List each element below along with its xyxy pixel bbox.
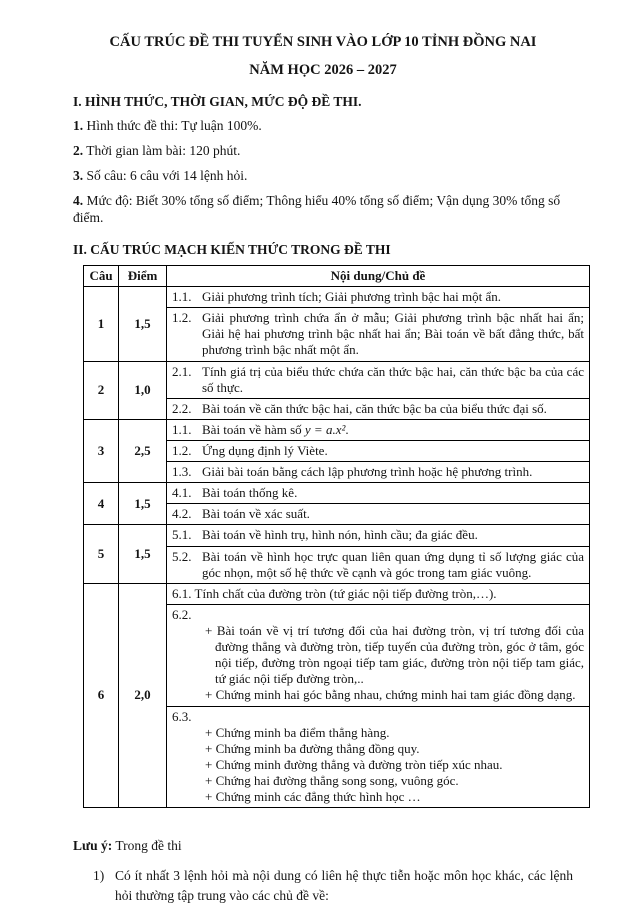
notes-label: Lưu ý: — [73, 838, 113, 854]
subrow-number: 1.2. — [172, 310, 192, 326]
page-title: CẤU TRÚC ĐỀ THI TUYỂN SINH VÀO LỚP 10 TỈNH ĐỒNG NAI — [109, 34, 537, 50]
section2-heading: II. CẤU TRÚC MẠCH KIẾN THỨC TRONG ĐỀ THI — [73, 241, 391, 257]
subrow-number: 5.1. — [172, 527, 192, 543]
content-6-3 — [167, 706, 590, 808]
diem-5: 1,5 — [119, 525, 167, 583]
plus-item: + Chứng minh các đẳng thức hình học … — [205, 789, 421, 805]
cau-2: 2 — [84, 361, 119, 419]
header-cau: Câu — [84, 266, 119, 287]
item-number: 1. — [73, 118, 84, 134]
item-text: Thời gian làm bài: 120 phút. — [83, 143, 241, 159]
subrow-text: Bài toán về hình học trực quan liên quan ứng dụng tỉ số lượng giác của góc nhọn, một số hệ thức về cạnh và góc trong tam giác vuông. — [202, 548, 584, 580]
table-row — [84, 583, 590, 604]
plus-item: + Chứng minh hai góc bằng nhau, chứng minh hai tam giác đồng dạng. — [205, 687, 576, 703]
subrow-number: 4.2. — [172, 506, 192, 522]
notes-intro: Trong đề thi — [112, 838, 182, 854]
cau-3: 3 — [84, 419, 119, 482]
subrow-text: Giải phương trình tích; Giải phương trình bậc hai một ẩn. — [202, 289, 501, 305]
header-noidung: Nội dung/Chủ đề — [167, 266, 590, 287]
cau-4: 4 — [84, 483, 119, 525]
content-2-1 — [167, 361, 590, 398]
subrow-number: 5.2. — [172, 548, 192, 564]
item-number: 2. — [73, 143, 84, 159]
subrow-text: Giải bài toán bằng cách lập phương trình hoặc hệ phương trình. — [202, 464, 533, 480]
subrow-number: 1.2. — [172, 442, 192, 458]
subrow-number: 6.3. — [172, 708, 192, 724]
item-text: Mức độ: Biết 30% tổng số điểm; Thông hiểu 40% tổng số điểm; Vận dụng 30% tổng số điểm. — [73, 193, 561, 225]
section1-heading: I. HÌNH THỨC, THỜI GIAN, MỨC ĐỘ ĐỀ THI. — [73, 94, 362, 110]
subrow-text: Bài toán về hàm số — [202, 421, 302, 437]
content-1-2 — [167, 308, 590, 361]
plus-item: + Chứng minh ba đường thẳng đồng quy. — [205, 740, 420, 756]
table-row — [84, 419, 590, 440]
table-row — [84, 525, 590, 546]
subrow-number: 1.3. — [172, 464, 192, 480]
subrow-number: 2.1. — [172, 363, 192, 379]
plus-item: + Chứng minh ba điểm thẳng hàng. — [205, 724, 390, 740]
subrow-text: Bài toán thống kê. — [202, 485, 298, 501]
subrow-text: Tính chất của đường tròn (tứ giác nội tiếp đường tròn,…). — [194, 585, 497, 601]
math-formula: y = a.x² — [304, 421, 346, 437]
content-5-2 — [167, 546, 590, 583]
section1-item-2 — [73, 143, 573, 160]
plus-item: + Chứng hai đường thẳng song song, vuông góc. — [205, 772, 459, 788]
subrow-number: 6.2. — [172, 606, 192, 622]
plus-item: + Bài toán về vị trí tương đối của hai đường tròn, vị trí tương đối của đường thẳng và đường tròn, tiếp tuyến của đường tròn, góc ở tâm, góc nội tiếp, đường tròn ngoại tiếp tam giác, đường tròn nội tiếp tam giác, tứ giác nội tiếp đường tròn,.. — [205, 622, 584, 687]
content-1-1 — [167, 287, 590, 308]
diem-3: 2,5 — [119, 419, 167, 482]
content-3-1 — [167, 419, 590, 440]
page-subtitle: NĂM HỌC 2026 – 2027 — [249, 62, 397, 79]
content-3-3 — [167, 462, 590, 483]
note-number: 1) — [93, 868, 105, 884]
table-row — [84, 361, 590, 398]
content-5-1 — [167, 525, 590, 546]
note-text: Có ít nhất 3 lệnh hỏi mà nội dung có liên hệ thực tiễn hoặc môn học khác, các lệnh hỏi thường tập trung vào các chủ đề về: — [115, 868, 573, 903]
content-6-2 — [167, 604, 590, 706]
section1-item-1 — [73, 118, 573, 135]
content-6-1 — [167, 583, 590, 604]
subrow-text: Bài toán về căn thức bậc hai, căn thức bậc ba của biểu thức đại số. — [202, 400, 547, 416]
item-number: 3. — [73, 168, 84, 184]
note-item-1 — [93, 866, 573, 905]
subrow-number: 1.1. — [172, 289, 192, 305]
content-2-2 — [167, 398, 590, 419]
section1-item-3 — [73, 168, 573, 185]
cau-6: 6 — [84, 583, 119, 807]
content-3-2 — [167, 440, 590, 461]
exam-structure-table — [83, 265, 590, 808]
content-4-1 — [167, 483, 590, 504]
subrow-number: 1.1. — [172, 421, 192, 437]
header-diem: Điểm — [119, 266, 167, 287]
table-header-row — [84, 266, 590, 287]
subrow-text: Ứng dụng định lý Viète. — [202, 442, 328, 458]
item-text: Số câu: 6 câu với 14 lệnh hỏi. — [83, 168, 248, 184]
cau-5: 5 — [84, 525, 119, 583]
item-number: 4. — [73, 193, 84, 209]
subrow-text: Giải phương trình chứa ẩn ở mẫu; Giải phương trình bậc nhất hai ẩn; Giải hệ hai phương trình bậc nhất hai ẩn; Bài toán về bất đẳng thức, bất phương trình bậc nhất một ẩn. — [202, 310, 584, 358]
notes-heading — [73, 838, 573, 855]
subrow-text: Bài toán về hình trụ, hình nón, hình cầu; đa giác đều. — [202, 527, 478, 543]
diem-1: 1,5 — [119, 287, 167, 361]
cau-1: 1 — [84, 287, 119, 361]
subrow-text: Bài toán về xác suất. — [202, 506, 310, 522]
diem-6: 2,0 — [119, 583, 167, 807]
subrow-text: Tính giá trị của biểu thức chứa căn thức bậc hai, căn thức bậc ba của các số thực. — [202, 363, 584, 395]
diem-4: 1,5 — [119, 483, 167, 525]
table-row — [84, 287, 590, 308]
formula-period: . — [345, 421, 349, 437]
content-4-2 — [167, 504, 590, 525]
table-row — [84, 483, 590, 504]
subrow-number: 6.1. — [172, 585, 192, 601]
plus-item: + Chứng minh đường thẳng và đường tròn tiếp xúc nhau. — [205, 756, 503, 772]
diem-2: 1,0 — [119, 361, 167, 419]
subrow-number: 2.2. — [172, 400, 192, 416]
subrow-number: 4.1. — [172, 485, 192, 501]
item-text: Hình thức đề thi: Tự luận 100%. — [83, 118, 262, 134]
section1-item-4 — [73, 193, 573, 227]
